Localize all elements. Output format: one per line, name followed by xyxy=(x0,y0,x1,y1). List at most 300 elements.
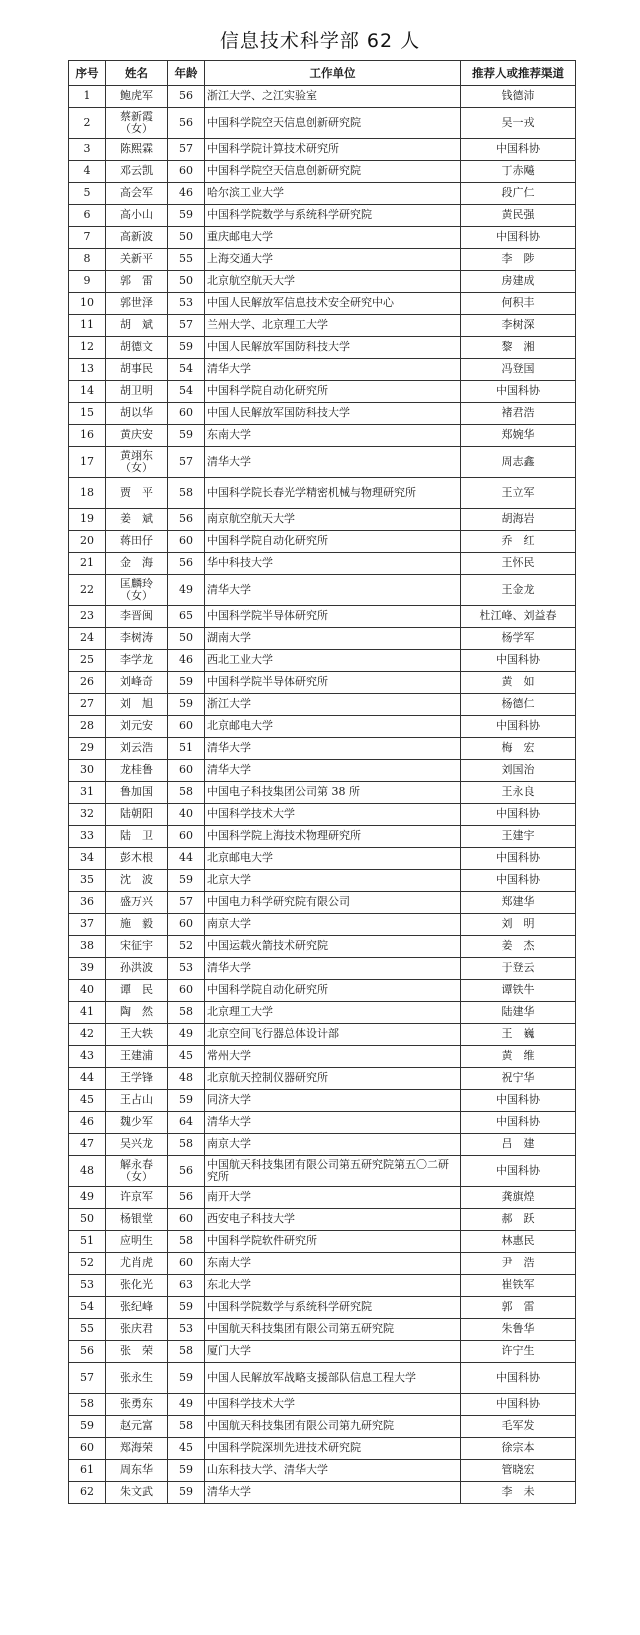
table-row xyxy=(69,804,576,826)
cell-serial-number: 5 xyxy=(69,183,106,205)
cell-recommender: 王建宇 xyxy=(461,826,576,848)
cell-name: 黄庆安 xyxy=(106,425,168,447)
cell-work-unit: 重庆邮电大学 xyxy=(205,227,461,249)
table-row xyxy=(69,1134,576,1156)
cell-name: 孙洪波 xyxy=(106,958,168,980)
table-row xyxy=(69,694,576,716)
cell-recommender: 胡海岩 xyxy=(461,509,576,531)
cell-age: 64 xyxy=(168,1112,205,1134)
cell-recommender: 李 未 xyxy=(461,1482,576,1504)
cell-serial-number: 18 xyxy=(69,478,106,509)
cell-name: 胡 斌 xyxy=(106,315,168,337)
cell-name: 陶 然 xyxy=(106,1002,168,1024)
cell-work-unit: 中国科学院空天信息创新研究院 xyxy=(205,108,461,139)
cell-serial-number: 31 xyxy=(69,782,106,804)
cell-age: 58 xyxy=(168,1416,205,1438)
cell-name: 鲁加国 xyxy=(106,782,168,804)
cell-age: 59 xyxy=(168,337,205,359)
table-row xyxy=(69,672,576,694)
table-row xyxy=(69,628,576,650)
cell-recommender: 于登云 xyxy=(461,958,576,980)
cell-name: 张勇东 xyxy=(106,1394,168,1416)
cell-recommender: 杨德仁 xyxy=(461,694,576,716)
cell-recommender: 房建成 xyxy=(461,271,576,293)
cell-work-unit: 中国人民解放军国防科技大学 xyxy=(205,337,461,359)
table-row xyxy=(69,293,576,315)
table-row xyxy=(69,1002,576,1024)
table-row xyxy=(69,650,576,672)
table-row xyxy=(69,227,576,249)
cell-work-unit: 南京航空航天大学 xyxy=(205,509,461,531)
cell-recommender: 郑建华 xyxy=(461,892,576,914)
cell-recommender: 中国科协 xyxy=(461,1156,576,1187)
cell-recommender: 杜江峰、刘益春 xyxy=(461,606,576,628)
cell-age: 57 xyxy=(168,892,205,914)
cell-recommender: 王怀民 xyxy=(461,553,576,575)
cell-serial-number: 58 xyxy=(69,1394,106,1416)
cell-serial-number: 34 xyxy=(69,848,106,870)
cell-name: 杨银堂 xyxy=(106,1209,168,1231)
cell-serial-number: 47 xyxy=(69,1134,106,1156)
cell-recommender: 祝宁华 xyxy=(461,1068,576,1090)
cell-age: 45 xyxy=(168,1438,205,1460)
cell-recommender: 中国科协 xyxy=(461,804,576,826)
cell-name: 刘元安 xyxy=(106,716,168,738)
header-recommender: 推荐人或推荐渠道 xyxy=(461,61,576,86)
cell-age: 49 xyxy=(168,1024,205,1046)
table-row xyxy=(69,1024,576,1046)
table-row xyxy=(69,738,576,760)
cell-recommender: 丁赤飚 xyxy=(461,161,576,183)
cell-name: 魏少军 xyxy=(106,1112,168,1134)
cell-work-unit: 山东科技大学、清华大学 xyxy=(205,1460,461,1482)
table-row xyxy=(69,161,576,183)
cell-name: 陆朝阳 xyxy=(106,804,168,826)
cell-name: 王占山 xyxy=(106,1090,168,1112)
cell-name: 金 海 xyxy=(106,553,168,575)
table-row xyxy=(69,870,576,892)
cell-age: 58 xyxy=(168,478,205,509)
cell-recommender: 郝 跃 xyxy=(461,1209,576,1231)
cell-work-unit: 北京邮电大学 xyxy=(205,848,461,870)
cell-age: 59 xyxy=(168,1460,205,1482)
cell-serial-number: 20 xyxy=(69,531,106,553)
table-row xyxy=(69,936,576,958)
cell-age: 59 xyxy=(168,694,205,716)
cell-work-unit: 中国科学院上海技术物理研究所 xyxy=(205,826,461,848)
cell-serial-number: 41 xyxy=(69,1002,106,1024)
table-row xyxy=(69,553,576,575)
cell-age: 44 xyxy=(168,848,205,870)
cell-work-unit: 同济大学 xyxy=(205,1090,461,1112)
cell-name: 沈 波 xyxy=(106,870,168,892)
cell-serial-number: 27 xyxy=(69,694,106,716)
cell-name: 吴兴龙 xyxy=(106,1134,168,1156)
cell-name: 王大轶 xyxy=(106,1024,168,1046)
cell-serial-number: 30 xyxy=(69,760,106,782)
table-row xyxy=(69,1341,576,1363)
cell-work-unit: 南京大学 xyxy=(205,914,461,936)
cell-work-unit: 清华大学 xyxy=(205,1482,461,1504)
cell-serial-number: 59 xyxy=(69,1416,106,1438)
cell-work-unit: 南开大学 xyxy=(205,1187,461,1209)
cell-serial-number: 24 xyxy=(69,628,106,650)
table-row xyxy=(69,958,576,980)
table-row xyxy=(69,1394,576,1416)
cell-serial-number: 1 xyxy=(69,86,106,108)
cell-work-unit: 中国科学院空天信息创新研究院 xyxy=(205,161,461,183)
cell-name: 尤肖虎 xyxy=(106,1253,168,1275)
cell-serial-number: 45 xyxy=(69,1090,106,1112)
cell-name: 贾 平 xyxy=(106,478,168,509)
cell-name: 宋征宇 xyxy=(106,936,168,958)
cell-serial-number: 54 xyxy=(69,1297,106,1319)
cell-age: 60 xyxy=(168,1209,205,1231)
cell-age: 60 xyxy=(168,760,205,782)
cell-age: 59 xyxy=(168,425,205,447)
cell-recommender: 尹 浩 xyxy=(461,1253,576,1275)
table-row xyxy=(69,1068,576,1090)
cell-work-unit: 西北工业大学 xyxy=(205,650,461,672)
cell-serial-number: 38 xyxy=(69,936,106,958)
cell-recommender: 黎 湘 xyxy=(461,337,576,359)
cell-age: 50 xyxy=(168,628,205,650)
cell-name: 郭世泽 xyxy=(106,293,168,315)
cell-serial-number: 60 xyxy=(69,1438,106,1460)
cell-serial-number: 46 xyxy=(69,1112,106,1134)
cell-age: 58 xyxy=(168,1341,205,1363)
cell-age: 56 xyxy=(168,86,205,108)
cell-serial-number: 21 xyxy=(69,553,106,575)
table-row xyxy=(69,1156,576,1187)
cell-name: 高新波 xyxy=(106,227,168,249)
cell-age: 57 xyxy=(168,139,205,161)
cell-serial-number: 17 xyxy=(69,447,106,478)
cell-name: 谭 民 xyxy=(106,980,168,1002)
cell-serial-number: 56 xyxy=(69,1341,106,1363)
cell-age: 56 xyxy=(168,1156,205,1187)
table-body xyxy=(69,86,576,1504)
cell-serial-number: 39 xyxy=(69,958,106,980)
cell-age: 60 xyxy=(168,531,205,553)
cell-name: 高会军 xyxy=(106,183,168,205)
table-row xyxy=(69,1275,576,1297)
table-row xyxy=(69,1460,576,1482)
cell-work-unit: 中国科学院深圳先进技术研究院 xyxy=(205,1438,461,1460)
table-header-row xyxy=(69,61,576,86)
cell-age: 58 xyxy=(168,1134,205,1156)
cell-serial-number: 28 xyxy=(69,716,106,738)
cell-name: 黄翊东（女） xyxy=(106,447,168,478)
cell-name: 李树涛 xyxy=(106,628,168,650)
cell-name: 陈熙霖 xyxy=(106,139,168,161)
cell-recommender: 郑婉华 xyxy=(461,425,576,447)
cell-age: 53 xyxy=(168,293,205,315)
cell-name: 邓云凯 xyxy=(106,161,168,183)
cell-recommender: 中国科协 xyxy=(461,848,576,870)
cell-recommender: 林惠民 xyxy=(461,1231,576,1253)
cell-age: 63 xyxy=(168,1275,205,1297)
cell-work-unit: 中国科学院自动化研究所 xyxy=(205,381,461,403)
cell-recommender: 中国科协 xyxy=(461,1112,576,1134)
table-row xyxy=(69,1416,576,1438)
cell-work-unit: 中国科学技术大学 xyxy=(205,1394,461,1416)
cell-age: 55 xyxy=(168,249,205,271)
cell-serial-number: 11 xyxy=(69,315,106,337)
cell-recommender: 何积丰 xyxy=(461,293,576,315)
cell-recommender: 黄民强 xyxy=(461,205,576,227)
cell-age: 56 xyxy=(168,553,205,575)
cell-recommender: 吕 建 xyxy=(461,1134,576,1156)
table-row xyxy=(69,575,576,606)
cell-serial-number: 44 xyxy=(69,1068,106,1090)
cell-age: 59 xyxy=(168,870,205,892)
cell-work-unit: 上海交通大学 xyxy=(205,249,461,271)
page-title: 信息技术科学部 62 人 xyxy=(219,30,421,52)
cell-serial-number: 42 xyxy=(69,1024,106,1046)
table-row xyxy=(69,86,576,108)
cell-work-unit: 东南大学 xyxy=(205,425,461,447)
cell-name: 周东华 xyxy=(106,1460,168,1482)
cell-recommender: 谭铁牛 xyxy=(461,980,576,1002)
cell-work-unit: 清华大学 xyxy=(205,760,461,782)
cell-serial-number: 9 xyxy=(69,271,106,293)
cell-recommender: 龚旗煌 xyxy=(461,1187,576,1209)
cell-serial-number: 49 xyxy=(69,1187,106,1209)
cell-work-unit: 北京航天控制仪器研究所 xyxy=(205,1068,461,1090)
cell-serial-number: 12 xyxy=(69,337,106,359)
cell-serial-number: 3 xyxy=(69,139,106,161)
cell-serial-number: 14 xyxy=(69,381,106,403)
cell-serial-number: 25 xyxy=(69,650,106,672)
cell-age: 59 xyxy=(168,1090,205,1112)
cell-serial-number: 29 xyxy=(69,738,106,760)
cell-work-unit: 兰州大学、北京理工大学 xyxy=(205,315,461,337)
cell-age: 56 xyxy=(168,1187,205,1209)
cell-recommender: 褚君浩 xyxy=(461,403,576,425)
cell-serial-number: 37 xyxy=(69,914,106,936)
cell-recommender: 中国科协 xyxy=(461,870,576,892)
cell-age: 59 xyxy=(168,205,205,227)
cell-work-unit: 中国电力科学研究院有限公司 xyxy=(205,892,461,914)
cell-age: 53 xyxy=(168,958,205,980)
table-row xyxy=(69,447,576,478)
cell-age: 60 xyxy=(168,161,205,183)
table-row xyxy=(69,337,576,359)
table-row xyxy=(69,1090,576,1112)
cell-age: 50 xyxy=(168,227,205,249)
header-age: 年龄 xyxy=(168,61,205,86)
table-row xyxy=(69,826,576,848)
cell-work-unit: 中国科学院自动化研究所 xyxy=(205,531,461,553)
table-row xyxy=(69,108,576,139)
header-serial-number: 序号 xyxy=(69,61,106,86)
cell-name: 刘 旭 xyxy=(106,694,168,716)
cell-name: 郑海荣 xyxy=(106,1438,168,1460)
cell-serial-number: 7 xyxy=(69,227,106,249)
cell-serial-number: 55 xyxy=(69,1319,106,1341)
cell-age: 59 xyxy=(168,672,205,694)
cell-name: 王建浦 xyxy=(106,1046,168,1068)
cell-name: 张庆君 xyxy=(106,1319,168,1341)
cell-recommender: 中国科协 xyxy=(461,1394,576,1416)
cell-age: 56 xyxy=(168,509,205,531)
cell-recommender: 王 巍 xyxy=(461,1024,576,1046)
table-row xyxy=(69,1187,576,1209)
cell-recommender: 中国科协 xyxy=(461,716,576,738)
cell-name: 朱文武 xyxy=(106,1482,168,1504)
cell-serial-number: 61 xyxy=(69,1460,106,1482)
cell-serial-number: 6 xyxy=(69,205,106,227)
cell-recommender: 许宁生 xyxy=(461,1341,576,1363)
table-row xyxy=(69,1482,576,1504)
cell-work-unit: 中国电子科技集团公司第 38 所 xyxy=(205,782,461,804)
cell-work-unit: 东北大学 xyxy=(205,1275,461,1297)
cell-work-unit: 中国运载火箭技术研究院 xyxy=(205,936,461,958)
cell-work-unit: 东南大学 xyxy=(205,1253,461,1275)
cell-recommender: 陆建华 xyxy=(461,1002,576,1024)
cell-name: 王学锋 xyxy=(106,1068,168,1090)
cell-recommender: 中国科协 xyxy=(461,381,576,403)
cell-work-unit: 中国航天科技集团有限公司第九研究院 xyxy=(205,1416,461,1438)
cell-age: 57 xyxy=(168,447,205,478)
cell-recommender: 乔 红 xyxy=(461,531,576,553)
cell-name: 胡卫明 xyxy=(106,381,168,403)
cell-work-unit: 中国科学院半导体研究所 xyxy=(205,606,461,628)
cell-age: 60 xyxy=(168,826,205,848)
cell-age: 49 xyxy=(168,575,205,606)
cell-recommender: 冯登国 xyxy=(461,359,576,381)
table-row xyxy=(69,1363,576,1394)
cell-age: 53 xyxy=(168,1319,205,1341)
cell-age: 49 xyxy=(168,1394,205,1416)
cell-recommender: 李 陟 xyxy=(461,249,576,271)
cell-recommender: 王金龙 xyxy=(461,575,576,606)
cell-age: 54 xyxy=(168,381,205,403)
cell-name: 高小山 xyxy=(106,205,168,227)
table-row xyxy=(69,425,576,447)
cell-recommender: 毛军发 xyxy=(461,1416,576,1438)
cell-age: 65 xyxy=(168,606,205,628)
cell-recommender: 黄 维 xyxy=(461,1046,576,1068)
table-row xyxy=(69,782,576,804)
cell-serial-number: 32 xyxy=(69,804,106,826)
cell-name: 许京军 xyxy=(106,1187,168,1209)
cell-serial-number: 43 xyxy=(69,1046,106,1068)
cell-age: 58 xyxy=(168,782,205,804)
cell-recommender: 刘 明 xyxy=(461,914,576,936)
table-row xyxy=(69,1112,576,1134)
cell-recommender: 吴一戎 xyxy=(461,108,576,139)
cell-work-unit: 湖南大学 xyxy=(205,628,461,650)
cell-work-unit: 中国科学技术大学 xyxy=(205,804,461,826)
cell-name: 蔡新霞（女） xyxy=(106,108,168,139)
cell-recommender: 黄 如 xyxy=(461,672,576,694)
cell-work-unit: 北京邮电大学 xyxy=(205,716,461,738)
table-row xyxy=(69,531,576,553)
cell-serial-number: 13 xyxy=(69,359,106,381)
cell-age: 56 xyxy=(168,108,205,139)
cell-age: 58 xyxy=(168,1231,205,1253)
table-row xyxy=(69,139,576,161)
cell-age: 58 xyxy=(168,1002,205,1024)
table-row xyxy=(69,183,576,205)
cell-work-unit: 清华大学 xyxy=(205,447,461,478)
cell-work-unit: 中国航天科技集团有限公司第五研究院 xyxy=(205,1319,461,1341)
cell-name: 鲍虎军 xyxy=(106,86,168,108)
cell-recommender: 徐宗本 xyxy=(461,1438,576,1460)
cell-work-unit: 中国科学院软件研究所 xyxy=(205,1231,461,1253)
cell-work-unit: 清华大学 xyxy=(205,738,461,760)
cell-recommender: 王永良 xyxy=(461,782,576,804)
table-row xyxy=(69,271,576,293)
cell-recommender: 中国科协 xyxy=(461,650,576,672)
cell-work-unit: 华中科技大学 xyxy=(205,553,461,575)
cell-serial-number: 26 xyxy=(69,672,106,694)
cell-age: 40 xyxy=(168,804,205,826)
cell-name: 姜 斌 xyxy=(106,509,168,531)
cell-work-unit: 中国科学院计算技术研究所 xyxy=(205,139,461,161)
cell-name: 龙桂鲁 xyxy=(106,760,168,782)
cell-age: 57 xyxy=(168,315,205,337)
table-row xyxy=(69,716,576,738)
table-row xyxy=(69,478,576,509)
cell-age: 52 xyxy=(168,936,205,958)
table-row xyxy=(69,1046,576,1068)
cell-work-unit: 中国人民解放军国防科技大学 xyxy=(205,403,461,425)
cell-age: 46 xyxy=(168,650,205,672)
cell-name: 彭木根 xyxy=(106,848,168,870)
cell-name: 李学龙 xyxy=(106,650,168,672)
cell-age: 50 xyxy=(168,271,205,293)
cell-recommender: 梅 宏 xyxy=(461,738,576,760)
table-row xyxy=(69,1209,576,1231)
cell-name: 解永春（女） xyxy=(106,1156,168,1187)
cell-work-unit: 西安电子科技大学 xyxy=(205,1209,461,1231)
cell-recommender: 郭 雷 xyxy=(461,1297,576,1319)
cell-serial-number: 23 xyxy=(69,606,106,628)
cell-age: 45 xyxy=(168,1046,205,1068)
cell-name: 胡事民 xyxy=(106,359,168,381)
header-work-unit: 工作单位 xyxy=(205,61,461,86)
cell-serial-number: 35 xyxy=(69,870,106,892)
cell-name: 应明生 xyxy=(106,1231,168,1253)
cell-age: 48 xyxy=(168,1068,205,1090)
table-row xyxy=(69,403,576,425)
cell-age: 59 xyxy=(168,1297,205,1319)
table-row xyxy=(69,606,576,628)
cell-work-unit: 中国科学院数学与系统科学研究院 xyxy=(205,205,461,227)
cell-serial-number: 16 xyxy=(69,425,106,447)
cell-name: 张纪峰 xyxy=(106,1297,168,1319)
cell-recommender: 杨学军 xyxy=(461,628,576,650)
table-row xyxy=(69,1319,576,1341)
cell-recommender: 刘国治 xyxy=(461,760,576,782)
cell-recommender: 朱鲁华 xyxy=(461,1319,576,1341)
cell-name: 胡以华 xyxy=(106,403,168,425)
cell-work-unit: 浙江大学 xyxy=(205,694,461,716)
table-row xyxy=(69,315,576,337)
cell-name: 赵元富 xyxy=(106,1416,168,1438)
cell-recommender: 中国科协 xyxy=(461,1363,576,1394)
cell-serial-number: 36 xyxy=(69,892,106,914)
table-row xyxy=(69,509,576,531)
cell-age: 51 xyxy=(168,738,205,760)
cell-work-unit: 清华大学 xyxy=(205,359,461,381)
cell-recommender: 王立军 xyxy=(461,478,576,509)
cell-work-unit: 北京大学 xyxy=(205,870,461,892)
cell-age: 60 xyxy=(168,914,205,936)
